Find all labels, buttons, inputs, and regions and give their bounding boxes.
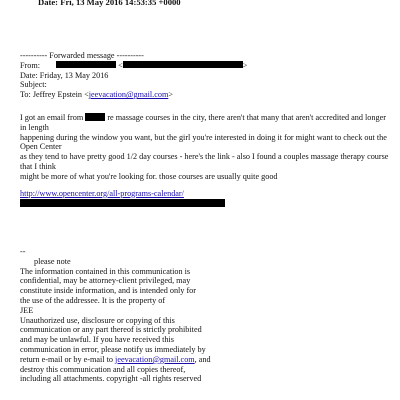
redacted-block — [20, 199, 225, 207]
from-label: From: — [20, 60, 41, 70]
message-line-5: as they tend to have pretty good 1/2 day courses - here's the link - also I found a couples massage therapy course — [20, 152, 389, 162]
to-gt: > — [168, 90, 173, 100]
disclaimer-line-9: communication in error, please notify us immediately by — [20, 344, 206, 354]
forward-to-line — [20, 90, 247, 100]
disclaimer-line-5: JEE — [20, 305, 34, 315]
disclaimer-line-7: communication or any part thereof is strictly prohibited — [20, 325, 202, 335]
message-line-2: in length — [20, 122, 49, 132]
redacted-name — [85, 113, 105, 121]
forward-divider: ---------- Forwarded message ---------- — [20, 51, 144, 60]
redacted-sender-name — [56, 61, 116, 69]
forward-subject-line: Subject: — [20, 80, 47, 90]
to-email-link[interactable]: jeevacation@gmail.com — [88, 90, 169, 100]
message-link-line — [20, 189, 388, 199]
return-email-link[interactable]: jeevacation@gmail.com — [115, 354, 195, 364]
message-line-6: that I think — [20, 161, 56, 171]
to-label: To: Jeffrey Epstein < — [20, 90, 89, 100]
from-gt: > — [242, 60, 248, 70]
signature-dashes: -- — [20, 247, 26, 256]
disclaimer-line-12: including all attachments. copyright -all rights reserved — [20, 374, 202, 384]
from-lt: < — [118, 60, 123, 70]
disclaimer-line-3: constitute inside information, and is intended only for — [20, 286, 196, 296]
redacted-sender-email — [123, 61, 243, 69]
disclaimer-line-11: destroy this communication and all copies thereof, — [20, 364, 186, 374]
disclaimer-line-2: confidential, may be attorney-client privileged, may — [20, 276, 191, 286]
forwarded-header — [20, 51, 247, 100]
signature-disclaimer — [20, 247, 211, 384]
disclaimer-line-8: and may be unlawful. If you have received this — [20, 335, 174, 345]
message-line-7: might be more of what you're looking for. those courses are usually quite good — [20, 171, 278, 181]
message-body — [20, 113, 388, 198]
email-date-header: Date: Fri, 13 May 2016 14:53:35 +0000 — [38, 0, 181, 7]
open-center-link[interactable]: http://www.opencenter.org/all-programs-calendar/ — [20, 188, 184, 198]
spacer — [20, 182, 388, 189]
forward-date-line: Date: Friday, 13 May 2016 — [20, 70, 109, 80]
please-note: please note — [34, 256, 71, 266]
disclaimer-line-4: the use of the addressee. It is the property of — [20, 295, 166, 305]
forward-from-line — [20, 61, 247, 71]
message-line-4: Open Center — [20, 142, 62, 152]
message-line-3: happening during the window you want, but the girl you're interested in doing it for might want to check out the — [20, 132, 387, 142]
disclaimer-return-line: return e-mail or by e-mail to jeevacation@gmail.com, and — [20, 354, 211, 364]
disclaimer-line-6: Unauthorized use, disclosure or copying of this — [20, 315, 175, 325]
message-line-1: I got an email from re massage courses in the city, there aren't that many that aren't accredited and longer — [20, 113, 386, 122]
disclaimer-line-1: The information contained in this communication is — [20, 266, 191, 276]
